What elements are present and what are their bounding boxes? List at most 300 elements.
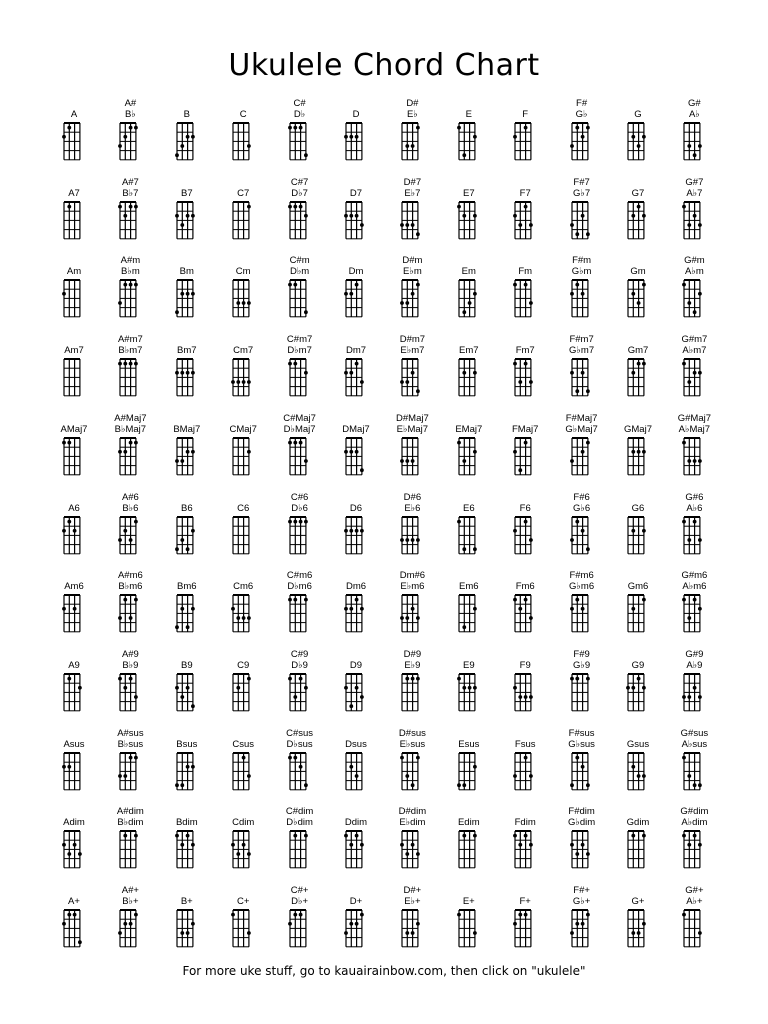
finger-dot	[304, 783, 308, 787]
chord-alt-name: D#7	[403, 176, 422, 188]
finger-dot	[473, 834, 477, 838]
finger-dot	[129, 440, 133, 444]
chord-diagram	[344, 672, 364, 713]
chord-diagram	[344, 515, 364, 556]
finger-dot	[344, 214, 348, 218]
chord-name: Cm6	[233, 581, 254, 593]
chord-alt-name: C#m	[289, 255, 310, 267]
finger-dot	[529, 616, 533, 620]
finger-dot	[67, 519, 71, 523]
finger-dot	[73, 913, 77, 917]
chord-diagram	[682, 436, 702, 477]
finger-dot	[642, 686, 646, 690]
finger-dot	[529, 843, 533, 847]
finger-dot	[185, 547, 189, 551]
finger-dot	[698, 292, 702, 296]
finger-dot	[129, 204, 133, 208]
finger-dot	[344, 450, 348, 454]
chord-diagram	[626, 436, 646, 477]
finger-dot	[457, 677, 461, 681]
finger-dot	[191, 843, 195, 847]
finger-dot	[73, 607, 77, 611]
finger-dot	[513, 450, 517, 454]
finger-dot	[462, 214, 466, 218]
chord-diagram	[231, 515, 251, 556]
chord-name: E♭m6	[400, 581, 425, 593]
finger-dot	[293, 440, 297, 444]
finger-dot	[524, 362, 528, 366]
chord-name: Cm	[235, 266, 251, 278]
finger-dot	[688, 695, 692, 699]
chord-diagram	[570, 672, 590, 713]
finger-dot	[688, 538, 692, 542]
finger-dot	[682, 755, 686, 759]
finger-dot	[631, 450, 635, 454]
finger-dot	[575, 283, 579, 287]
chord-name: Dm6	[345, 581, 367, 593]
finger-dot	[360, 223, 364, 227]
chord-name: B	[183, 109, 190, 120]
finger-dot	[247, 931, 251, 935]
finger-dot	[586, 547, 590, 551]
chord-diagram	[175, 121, 195, 162]
finger-dot	[298, 677, 302, 681]
finger-dot	[513, 834, 517, 838]
finger-dot	[529, 538, 533, 542]
finger-dot	[355, 450, 359, 454]
chord-diagram	[513, 515, 533, 556]
chord-diagram	[626, 672, 646, 713]
chord-name: G♭	[575, 109, 588, 120]
finger-dot	[406, 223, 410, 227]
chord-name: G6	[631, 502, 645, 514]
finger-dot	[688, 380, 692, 384]
finger-dot	[462, 371, 466, 375]
finger-dot	[360, 843, 364, 847]
finger-dot	[293, 695, 297, 699]
chord-diagram	[626, 829, 646, 870]
finger-dot	[524, 598, 528, 602]
chord-diagram	[682, 593, 702, 634]
finger-dot	[642, 528, 646, 532]
chord-name: E♭9	[404, 659, 421, 671]
finger-dot	[129, 126, 133, 130]
finger-dot	[247, 616, 251, 620]
finger-dot	[513, 135, 517, 139]
chord-diagram	[457, 908, 477, 949]
chord-name: Dm	[348, 266, 364, 278]
finger-dot	[242, 616, 246, 620]
chord-diagram	[62, 357, 82, 398]
finger-dot	[473, 214, 477, 218]
chord-alt-name: F#m6	[569, 570, 594, 582]
finger-dot	[693, 214, 697, 218]
chord-diagram	[400, 278, 420, 319]
finger-dot	[349, 214, 353, 218]
finger-dot	[642, 834, 646, 838]
finger-dot	[304, 459, 308, 463]
chord-diagram	[570, 436, 590, 477]
finger-dot	[698, 695, 702, 699]
finger-dot	[580, 764, 584, 768]
chord-name: Bsus	[176, 738, 198, 750]
chord-name: D+	[349, 896, 363, 907]
finger-dot	[524, 913, 528, 917]
chord-name: Cm7	[233, 345, 254, 357]
finger-dot	[631, 686, 635, 690]
finger-dot	[406, 380, 410, 384]
chord-diagram	[513, 200, 533, 241]
finger-dot	[288, 204, 292, 208]
finger-dot	[129, 538, 133, 542]
chord-name: F9	[519, 659, 531, 671]
chord-diagram	[682, 278, 702, 319]
finger-dot	[231, 607, 235, 611]
chord-diagram	[231, 436, 251, 477]
chord-diagram	[175, 357, 195, 398]
finger-dot	[693, 519, 697, 523]
chord-diagram	[400, 672, 420, 713]
finger-dot	[411, 144, 415, 148]
finger-dot	[698, 607, 702, 611]
chord-name: Adim	[63, 817, 85, 829]
finger-dot	[349, 371, 353, 375]
chord-diagram	[344, 200, 364, 241]
chord-diagram	[626, 121, 646, 162]
chord-alt-name: F#m	[572, 255, 592, 267]
finger-dot	[175, 153, 179, 157]
finger-dot	[693, 153, 697, 157]
finger-dot	[349, 607, 353, 611]
chord-name: Cdim	[232, 817, 255, 829]
chord-name: E♭	[406, 109, 418, 120]
chord-diagram	[457, 357, 477, 398]
chord-diagram	[626, 751, 646, 792]
chord-name: Edim	[457, 817, 480, 829]
chord-diagram	[513, 278, 533, 319]
finger-dot	[231, 843, 235, 847]
finger-dot	[344, 834, 348, 838]
chord-alt-name: D#+	[403, 885, 422, 896]
finger-dot	[416, 126, 420, 130]
finger-dot	[416, 755, 420, 759]
finger-dot	[349, 292, 353, 296]
finger-dot	[406, 538, 410, 542]
finger-dot	[570, 783, 574, 787]
chord-diagram	[457, 515, 477, 556]
finger-dot	[185, 686, 189, 690]
chord-name: A♭9	[686, 659, 703, 671]
chord-alt-name: A#m7	[117, 334, 143, 346]
chord-name: C+	[236, 896, 250, 907]
chord-diagram	[344, 121, 364, 162]
finger-dot	[580, 292, 584, 296]
chord-name: A♭7	[686, 187, 703, 199]
finger-dot	[247, 677, 251, 681]
chord-alt-name: C#6	[290, 491, 309, 503]
finger-dot	[288, 677, 292, 681]
chord-alt-name: A#Maj7	[114, 412, 147, 424]
chord-name: Dsus	[345, 738, 367, 750]
finger-dot	[462, 153, 466, 157]
finger-dot	[411, 459, 415, 463]
finger-dot	[175, 371, 179, 375]
finger-dot	[293, 913, 297, 917]
chord-diagram	[682, 829, 702, 870]
finger-dot	[462, 311, 466, 315]
finger-dot	[288, 598, 292, 602]
finger-dot	[519, 843, 523, 847]
finger-dot	[698, 931, 702, 935]
finger-dot	[180, 144, 184, 148]
finger-dot	[67, 677, 71, 681]
finger-dot	[406, 931, 410, 935]
finger-dot	[580, 135, 584, 139]
chord-name: A9	[68, 659, 80, 671]
finger-dot	[129, 283, 133, 287]
finger-dot	[467, 686, 471, 690]
finger-dot	[62, 764, 66, 768]
chord-name: G♭dim	[568, 817, 596, 829]
chord-diagram	[457, 829, 477, 870]
finger-dot	[529, 223, 533, 227]
footer-note: For more uke stuff, go to kauairainbow.com, then click on "ukulele"	[182, 964, 586, 978]
finger-dot	[118, 931, 122, 935]
chord-alt-name: A#m	[120, 255, 141, 267]
chord-diagram	[682, 200, 702, 241]
finger-dot	[524, 519, 528, 523]
finger-dot	[631, 834, 635, 838]
chord-diagram	[682, 672, 702, 713]
finger-dot	[411, 931, 415, 935]
finger-dot	[586, 389, 590, 393]
chord-diagram	[344, 593, 364, 634]
finger-dot	[693, 783, 697, 787]
finger-dot	[698, 371, 702, 375]
finger-dot	[698, 459, 702, 463]
chord-diagram	[118, 200, 138, 241]
chord-diagram	[344, 436, 364, 477]
chord-diagram	[513, 121, 533, 162]
chord-name: Em7	[459, 345, 479, 357]
finger-dot	[129, 755, 133, 759]
finger-dot	[637, 931, 641, 935]
finger-dot	[62, 607, 66, 611]
chord-diagram	[344, 751, 364, 792]
finger-dot	[642, 135, 646, 139]
finger-dot	[62, 440, 66, 444]
chord-alt-name: F#m7	[569, 334, 594, 346]
chord-alt-name: C#Maj7	[283, 412, 316, 424]
finger-dot	[570, 459, 574, 463]
finger-dot	[62, 922, 66, 926]
chord-alt-name: C#	[293, 98, 306, 109]
chord-name: A♭+	[686, 896, 703, 907]
chord-name: G♭+	[572, 896, 591, 907]
finger-dot	[62, 528, 66, 532]
finger-dot	[355, 283, 359, 287]
chord-diagram	[118, 829, 138, 870]
chord-diagram	[400, 436, 420, 477]
finger-dot	[124, 362, 128, 366]
finger-dot	[400, 616, 404, 620]
chord-diagram	[231, 200, 251, 241]
chord-alt-name: G#9	[685, 648, 704, 660]
finger-dot	[237, 380, 241, 384]
finger-dot	[118, 677, 122, 681]
finger-dot	[344, 931, 348, 935]
finger-dot	[416, 389, 420, 393]
finger-dot	[134, 362, 138, 366]
finger-dot	[355, 922, 359, 926]
finger-dot	[457, 783, 461, 787]
chord-alt-name: C#+	[290, 885, 309, 896]
finger-dot	[288, 922, 292, 926]
finger-dot	[519, 380, 523, 384]
chord-diagram	[400, 121, 420, 162]
chord-diagram	[62, 829, 82, 870]
finger-dot	[355, 834, 359, 838]
chord-name: G9	[631, 659, 645, 671]
chord-diagram	[513, 357, 533, 398]
finger-dot	[304, 598, 308, 602]
chord-diagram	[570, 121, 590, 162]
chord-diagram	[62, 515, 82, 556]
finger-dot	[570, 371, 574, 375]
chord-diagram	[62, 121, 82, 162]
finger-dot	[400, 301, 404, 305]
finger-dot	[524, 755, 528, 759]
chord-name: Bm6	[177, 581, 197, 593]
chord-name: D♭7	[291, 187, 308, 199]
finger-dot	[185, 214, 189, 218]
finger-dot	[355, 362, 359, 366]
chord-diagram	[570, 751, 590, 792]
finger-dot	[298, 764, 302, 768]
finger-dot	[134, 519, 138, 523]
finger-dot	[416, 232, 420, 236]
finger-dot	[124, 922, 128, 926]
finger-dot	[637, 362, 641, 366]
finger-dot	[642, 774, 646, 778]
chord-diagram	[175, 436, 195, 477]
chord-alt-name: D#9	[403, 648, 422, 660]
finger-dot	[642, 922, 646, 926]
chord-alt-name: G#7	[685, 176, 704, 188]
finger-dot	[416, 283, 420, 287]
finger-dot	[400, 755, 404, 759]
finger-dot	[175, 834, 179, 838]
finger-dot	[637, 677, 641, 681]
chord-diagram	[175, 593, 195, 634]
chord-diagram	[231, 357, 251, 398]
chord-alt-name: F#sus	[568, 727, 595, 739]
chord-diagram	[682, 121, 702, 162]
chord-diagram	[513, 672, 533, 713]
finger-dot	[411, 538, 415, 542]
chord-diagram	[288, 515, 308, 556]
chord-name: A♭sus	[681, 738, 708, 750]
finger-dot	[118, 774, 122, 778]
finger-dot	[411, 677, 415, 681]
chord-alt-name: A#9	[121, 648, 139, 660]
finger-dot	[519, 223, 523, 227]
finger-dot	[586, 783, 590, 787]
finger-dot	[180, 607, 184, 611]
finger-dot	[185, 931, 189, 935]
finger-dot	[180, 459, 184, 463]
finger-dot	[360, 913, 364, 917]
chord-diagram	[570, 357, 590, 398]
chord-alt-name: F#Maj7	[565, 412, 598, 424]
finger-dot	[62, 292, 66, 296]
finger-dot	[698, 144, 702, 148]
chord-name: B♭	[124, 109, 136, 120]
finger-dot	[360, 695, 364, 699]
chord-diagram	[682, 751, 702, 792]
chord-name: A♭Maj7	[678, 423, 711, 435]
finger-dot	[247, 301, 251, 305]
finger-dot	[175, 547, 179, 551]
chord-name: B+	[180, 896, 193, 907]
chord-name: B♭6	[122, 502, 139, 514]
chord-diagram	[570, 829, 590, 870]
finger-dot	[191, 704, 195, 708]
finger-dot	[457, 519, 461, 523]
finger-dot	[180, 538, 184, 542]
finger-dot	[355, 774, 359, 778]
chord-diagram	[118, 672, 138, 713]
chord-name: Asus	[63, 738, 85, 750]
finger-dot	[185, 764, 189, 768]
finger-dot	[293, 204, 297, 208]
finger-dot	[344, 607, 348, 611]
finger-dot	[698, 223, 702, 227]
chord-name: D♭	[293, 109, 306, 120]
chord-name: G♭m7	[569, 345, 595, 357]
chord-diagram	[231, 121, 251, 162]
chord-name: D♭6	[291, 502, 308, 514]
finger-dot	[191, 764, 195, 768]
chord-diagram	[626, 593, 646, 634]
finger-dot	[78, 940, 82, 944]
finger-dot	[631, 931, 635, 935]
chord-diagram	[62, 593, 82, 634]
finger-dot	[247, 204, 251, 208]
finger-dot	[344, 371, 348, 375]
chord-alt-name: G#6	[685, 491, 704, 503]
chord-name: G♭9	[573, 659, 591, 671]
finger-dot	[688, 843, 692, 847]
chord-name: B♭Maj7	[114, 423, 147, 435]
chord-diagram	[400, 357, 420, 398]
finger-dot	[631, 292, 635, 296]
finger-dot	[513, 528, 517, 532]
finger-dot	[693, 686, 697, 690]
finger-dot	[298, 440, 302, 444]
finger-dot	[185, 834, 189, 838]
finger-dot	[416, 616, 420, 620]
finger-dot	[688, 301, 692, 305]
chord-alt-name: G#m	[684, 255, 705, 267]
chord-diagram	[513, 751, 533, 792]
finger-dot	[175, 214, 179, 218]
chord-diagram	[626, 357, 646, 398]
finger-dot	[67, 204, 71, 208]
finger-dot	[642, 362, 646, 366]
chord-alt-name: C#m6	[286, 570, 313, 582]
chord-name: Bm7	[177, 345, 197, 357]
